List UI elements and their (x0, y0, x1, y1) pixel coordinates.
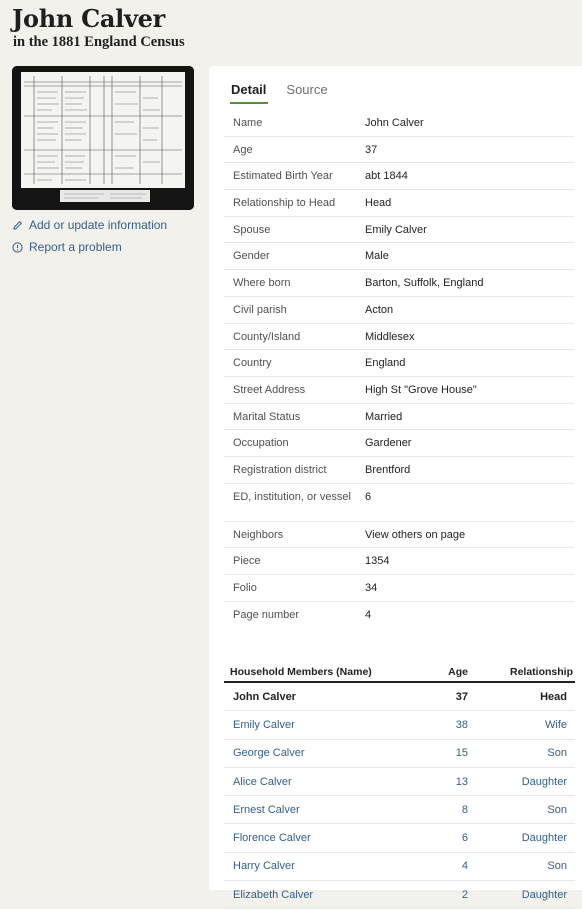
fact-value: Head (365, 197, 392, 210)
report-problem-label: Report a problem (29, 240, 122, 254)
member-relationship: Daughter (521, 832, 567, 845)
tab-source[interactable]: Source (286, 82, 328, 97)
household-row[interactable] (224, 711, 575, 739)
fact-label: Page number (233, 608, 300, 621)
fact-row-country (224, 350, 574, 377)
fact-label: Occupation (233, 437, 289, 450)
fact-row-ed-institution (224, 484, 574, 522)
member-name-link[interactable]: Emily Calver (233, 718, 295, 731)
member-name-link[interactable]: Harry Calver (233, 860, 295, 873)
member-name-link[interactable]: George Calver (233, 747, 305, 760)
fact-label: Relationship to Head (233, 197, 336, 210)
fact-value: Acton (365, 303, 394, 316)
fact-row-birth-year (224, 163, 574, 190)
fact-value: Married (365, 410, 403, 423)
fact-label: Marital Status (233, 410, 301, 423)
fact-label: Where born (233, 277, 291, 290)
fact-value: 34 (365, 582, 378, 594)
fact-value: John Calver (365, 117, 424, 129)
add-update-label: Add or update information (29, 218, 168, 232)
fact-row-civil-parish (224, 297, 574, 324)
fact-value: 1354 (365, 555, 390, 568)
fact-label: County/Island (233, 330, 301, 343)
member-relationship: Wife (545, 718, 567, 731)
member-age: 6 (461, 832, 468, 845)
fact-row-county (224, 324, 574, 351)
household-row-self (224, 683, 575, 711)
household-row[interactable] (224, 796, 575, 824)
fact-value: abt 1844 (365, 170, 408, 183)
fact-label: Street Address (233, 383, 306, 396)
member-age: 13 (455, 775, 468, 788)
fact-label: Piece (233, 555, 261, 568)
fact-label: Estimated Birth Year (233, 170, 333, 183)
fact-label: Name (233, 117, 263, 129)
page-subtitle: in the 1881 England Census (13, 34, 185, 50)
fact-row-relationship (224, 190, 574, 217)
member-name-link[interactable]: Elizabeth Calver (233, 888, 314, 901)
member-age: 38 (455, 718, 468, 731)
fact-value: Middlesex (365, 330, 415, 343)
member-name-link[interactable]: Ernest Calver (233, 803, 300, 816)
member-relationship: Son (547, 747, 567, 760)
member-relationship: Son (547, 860, 567, 873)
fact-row-age (224, 137, 574, 164)
fact-label: Spouse (233, 223, 271, 236)
household-members-table (224, 660, 575, 909)
fact-row-registration-district (224, 457, 574, 484)
fact-row-name (224, 110, 574, 137)
fact-label: Civil parish (233, 303, 287, 316)
census-image-thumbnail[interactable] (12, 66, 194, 210)
member-name-link[interactable]: Florence Calver (233, 832, 311, 845)
member-relationship: Head (540, 690, 567, 703)
fact-value: Barton, Suffolk, England (365, 277, 484, 290)
add-update-information-link[interactable] (12, 218, 167, 232)
member-age: 37 (455, 690, 468, 703)
fact-row-where-born (224, 270, 574, 297)
fact-row-piece (224, 548, 574, 575)
fact-row-page-number (224, 602, 574, 629)
fact-label: Country (233, 357, 272, 370)
household-header-row (224, 660, 575, 683)
pencil-icon (12, 220, 23, 231)
fact-row-street-address (224, 377, 574, 404)
member-name-link[interactable]: Alice Calver (233, 775, 292, 788)
fact-value: High St "Grove House" (365, 383, 477, 396)
report-problem-link[interactable] (12, 240, 122, 254)
fact-row-marital-status (224, 404, 574, 431)
member-relationship: Daughter (521, 888, 567, 901)
fact-row-gender (224, 243, 574, 270)
fact-value: 6 (365, 490, 372, 503)
record-tabs (230, 82, 328, 104)
facts-table (224, 110, 574, 628)
household-row[interactable] (224, 824, 575, 852)
fact-label: Gender (233, 250, 270, 263)
household-relationship-header: Relationship (509, 666, 573, 678)
member-age: 2 (461, 888, 468, 901)
member-age: 15 (455, 747, 468, 760)
household-row[interactable] (224, 853, 575, 881)
info-circle-icon (12, 242, 23, 253)
member-age: 4 (461, 860, 468, 873)
household-row[interactable] (224, 881, 575, 909)
tab-detail[interactable]: Detail (230, 82, 268, 104)
fact-value: Emily Calver (365, 223, 427, 236)
census-page-image (12, 66, 194, 210)
fact-row-occupation (224, 430, 574, 457)
fact-value: Male (365, 250, 389, 263)
household-name-header: Household Members (Name) (230, 666, 372, 678)
member-relationship: Son (547, 803, 567, 816)
page-title: John Calver (12, 4, 165, 33)
member-name: John Calver (233, 690, 296, 703)
record-detail-panel (209, 66, 582, 901)
fact-value: England (365, 357, 406, 370)
fact-row-spouse (224, 217, 574, 244)
fact-label: ED, institution, or vessel (233, 490, 351, 503)
fact-label: Neighbors (233, 528, 284, 541)
fact-value: 37 (365, 143, 378, 156)
fact-value: 4 (365, 608, 372, 621)
household-row[interactable] (224, 768, 575, 796)
fact-label: Folio (233, 582, 257, 594)
member-relationship: Daughter (521, 775, 567, 788)
fact-row-folio (224, 575, 574, 602)
view-others-on-page-link[interactable]: View others on page (365, 528, 466, 541)
fact-label: Registration district (233, 463, 327, 476)
household-row[interactable] (224, 740, 575, 768)
fact-label: Age (233, 143, 253, 156)
fact-value: Brentford (365, 463, 411, 476)
fact-row-neighbors (224, 522, 574, 549)
fact-value: Gardener (365, 437, 412, 450)
household-age-header: Age (448, 666, 468, 678)
member-age: 8 (461, 803, 468, 816)
